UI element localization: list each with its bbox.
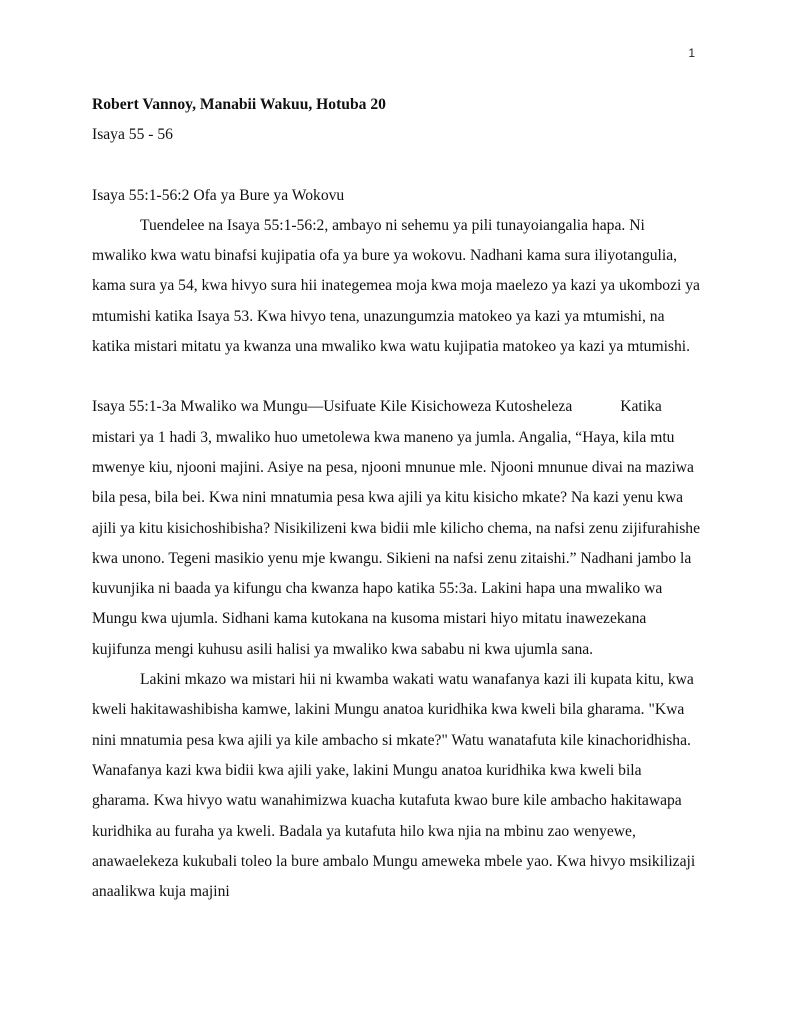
document-subtitle: Isaya 55 - 56: [92, 126, 173, 144]
paragraph-2: Katika mistari ya 1 hadi 3, mwaliko huo umetolewa kwa maneno ya jumla. Angalia, “Haya, kila mtu mwenye kiu, njooni majini. Asiye na pesa, njooni mnunue mle. Njooni mnunue divai na maziwa bila pesa, bila bei. Kwa nini mnatumia pesa kwa ajili ya kitu kisicho mkate? Na kazi yenu kwa ajili ya kitu kisichoshibisha? Nisikilizeni kwa bidii mle kilicho chema, na nafsi zenu zijifurahishe kwa unono. Tegeni masikio yenu mje kwangu. Sikieni na nafsi zenu zitaishi.” Nadhani jambo la kuvunjika ni baada ya kifungu cha kwanza hapo katika 55:3a. Lakini hapa una mwaliko wa Mungu kwa ujumla. Sidhani kama kutokana na kusoma mistari hiyo mitatu inawezekana kujifunza mengi kuhusu asili halisi ya mwaliko kwa sababu ni kwa ujumla sana.: [92, 398, 701, 658]
document-title: Robert Vannoy, Manabii Wakuu, Hotuba 20: [92, 96, 386, 113]
page-content: [92, 90, 702, 907]
page-number: 1: [688, 46, 695, 60]
paragraph-1: Tuendelee na Isaya 55:1-56:2, ambayo ni sehemu ya pili tunayoiangalia hapa. Ni mwaliko kwa watu binafsi kujipatia ofa ya bure ya wokovu. Nadhani kama sura iliyotangulia, kama sura ya 54, kwa hivyo sura hii inategemea moja kwa moja maelezo ya kazi ya ukombozi ya mtumishi katika Isaya 53. Kwa hivyo tena, unazungumzia matokeo ya kazi ya mtumishi, na katika mistari mitatu ya kwanza una mwaliko kwa watu kujipatia matokeo ya kazi ya mtumishi.: [92, 216, 700, 356]
section-heading-1: Isaya 55:1-56:2 Ofa ya Bure ya Wokovu: [92, 186, 345, 204]
paragraph-3: Lakini mkazo wa mistari hii ni kwamba wakati watu wanafanya kazi ili kupata kitu, kwa kweli hakitawashibisha kamwe, lakini Mungu anatoa kuridhika kwa kweli bila gharama. "Kwa nini mnatumia pesa kwa ajili ya kile ambacho si mkate?" Watu wanatafuta kile kinachoridhisha. Wanafanya kazi kwa bidii kwa ajili yake, lakini Mungu anatoa kuridhika kwa kweli bila gharama. Kwa hivyo watu wanahimizwa kuacha kutafuta kwao bure kile ambacho hakitawapa kuridhika au furaha ya kweli. Badala ya kutafuta hilo kwa njia na mbinu zao wenyewe, anawaelekeza kukubali toleo la bure ambalo Mungu ameweka mbele yao. Kwa hivyo msikilizaji anaalikwa kuja majini: [92, 671, 696, 901]
section-2-block: [92, 392, 702, 665]
section-heading-2: Isaya 55:1-3a Mwaliko wa Mungu—Usifuate Kile Kisichoweza Kutosheleza: [92, 398, 573, 416]
